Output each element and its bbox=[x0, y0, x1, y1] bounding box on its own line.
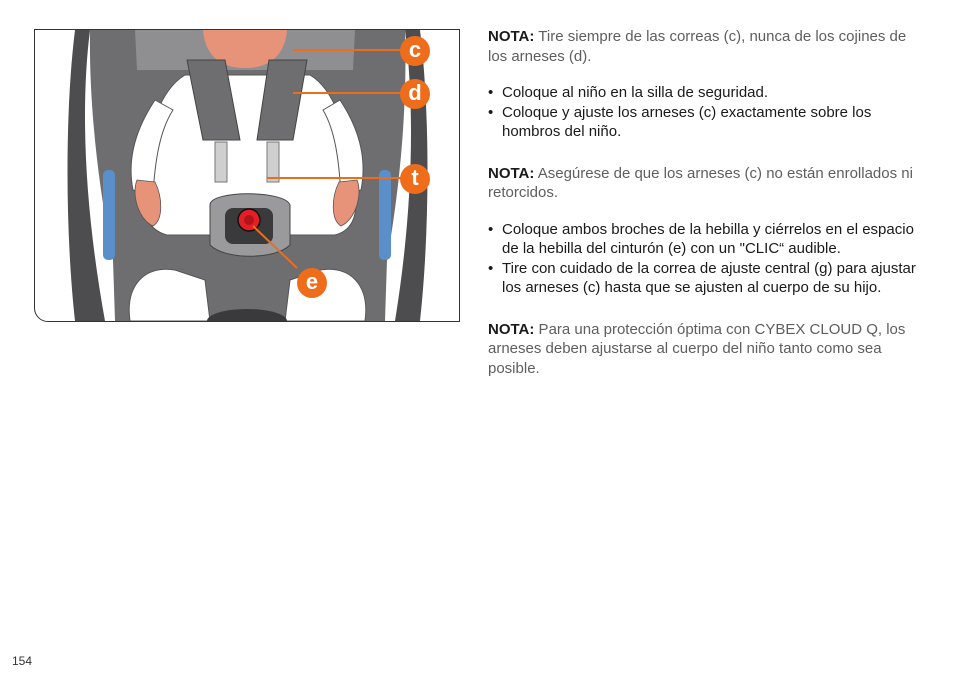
instruction-text bbox=[488, 27, 928, 378]
list-item: • Coloque ambos broches de la hebilla y ciérrelos en el espacio de la hebilla del cinturón (e) con un "CLIC“ audible. bbox=[488, 220, 928, 259]
note-text: Asegúrese de que los arneses (c) no están enrollados ni retorcidos. bbox=[488, 164, 913, 201]
note-text: Tire siempre de las correas (c), nunca de los cojines de los arneses (d). bbox=[488, 28, 907, 65]
list-item: • Coloque al niño en la silla de seguridad. bbox=[488, 83, 928, 103]
note-label: NOTA: bbox=[488, 164, 535, 182]
bullet-list bbox=[488, 220, 928, 298]
callout-t: t bbox=[400, 164, 430, 194]
car-seat-drawing bbox=[35, 30, 459, 321]
page-number: 154 bbox=[12, 654, 33, 668]
note-paragraph bbox=[488, 27, 928, 66]
bullet-list bbox=[488, 83, 928, 142]
car-seat-illustration bbox=[34, 29, 460, 322]
note-label: NOTA: bbox=[488, 28, 535, 45]
note-label: NOTA: bbox=[488, 320, 535, 338]
list-item: • Coloque y ajuste los arneses (c) exactamente sobre los hombros del niño. bbox=[488, 103, 928, 142]
note-paragraph bbox=[488, 320, 928, 379]
callout-d: d bbox=[400, 79, 430, 109]
note-paragraph bbox=[488, 164, 928, 203]
callout-e: e bbox=[297, 268, 327, 298]
list-item: • Tire con cuidado de la correa de ajuste central (g) para ajustar los arneses (c) hasta que se ajusten al cuerpo de su hijo. bbox=[488, 259, 928, 298]
note-text: Para una protección óptima con CYBEX CLOUD Q, los arneses deben ajustarse al cuerpo del niño tanto como sea posible. bbox=[488, 320, 906, 377]
callout-c: c bbox=[400, 36, 430, 66]
